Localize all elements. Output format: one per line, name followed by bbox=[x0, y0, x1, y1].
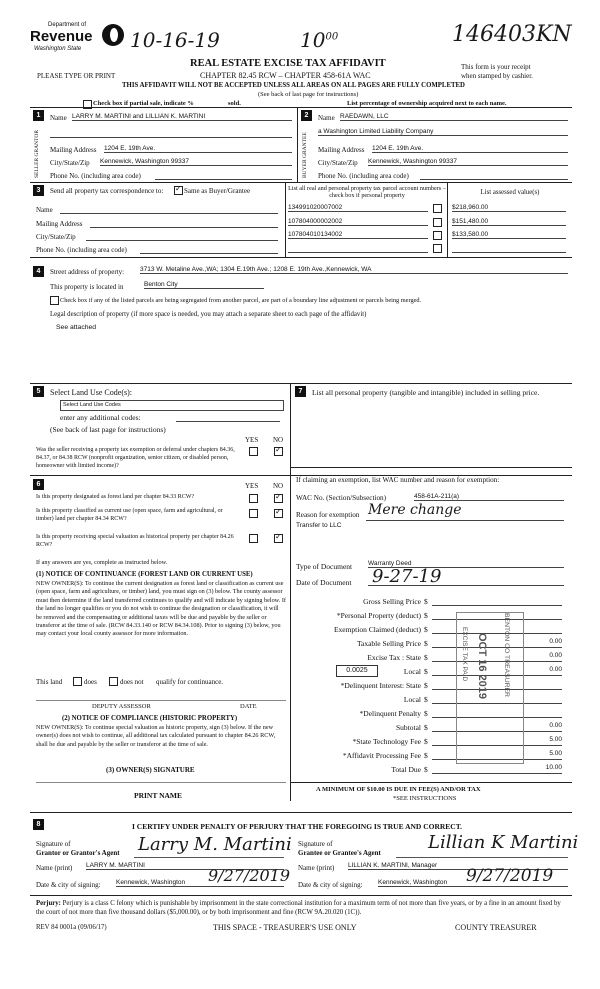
buyer-city-label: City/State/Zip bbox=[318, 159, 358, 167]
legal-description[interactable]: See attached bbox=[56, 324, 97, 331]
tax-row-label: *Affidavit Processing Fee bbox=[342, 751, 421, 760]
assessed-header: List assessed value(s) bbox=[480, 189, 540, 196]
reason-text: Transfer to LLC bbox=[296, 522, 342, 529]
personal-property-checkbox[interactable] bbox=[433, 204, 442, 213]
personal-property-checkbox[interactable] bbox=[433, 218, 442, 227]
stamp-paid: EXCISE TAX PAID bbox=[461, 627, 468, 682]
buyer-name-label: Name bbox=[318, 114, 335, 122]
parcel-number[interactable]: 134991020007002 bbox=[288, 204, 428, 212]
grantor-name-field[interactable]: LARRY M. MARTINI bbox=[86, 862, 284, 870]
tax-row-label: *State Technology Fee bbox=[352, 737, 421, 746]
tax-row-label: Local bbox=[403, 667, 421, 676]
receipt-note-2: when stamped by cashier. bbox=[461, 72, 533, 80]
notice-1-title: (1) NOTICE OF CONTINUANCE (FOREST LAND OR CURRENT USE) bbox=[36, 571, 253, 578]
grantor-city-field[interactable]: Kennewick, Washington bbox=[116, 879, 284, 887]
s3-mailing-label: Mailing Address bbox=[36, 220, 83, 228]
legal-label: Legal description of property (if more space is needed, you may attach a separate sheet to each page of the affidavit) bbox=[50, 311, 367, 318]
parcel-number[interactable]: 107804010134002 bbox=[288, 231, 428, 239]
tax-row-label: Taxable Selling Price bbox=[356, 639, 421, 648]
buyer-name-field[interactable]: RAEDAWN, LLC bbox=[340, 113, 568, 121]
this-land-label: This land bbox=[36, 678, 63, 686]
tax-row-label: Excise Tax : State bbox=[367, 653, 421, 662]
buyer-side-label: BUYER GRANTEE bbox=[302, 132, 308, 178]
deputy-assessor-label: DEPUTY ASSESSOR bbox=[92, 703, 151, 710]
if-any-yes: If any answers are yes, complete as instructed below. bbox=[36, 559, 168, 566]
historic-yes-checkbox[interactable] bbox=[249, 534, 258, 543]
tax-row-label: Exemption Claimed (deduct) bbox=[333, 625, 421, 634]
seller-side-label: SELLER GRANTOR bbox=[34, 129, 40, 178]
tax-row-value[interactable]: 5.00 bbox=[432, 750, 562, 760]
personal-property-checkbox[interactable] bbox=[433, 244, 442, 253]
tax-row: Taxable Selling Price $ 0.00 bbox=[296, 638, 566, 651]
notice-2-text: NEW OWNER(S): To continue special valuation as historic property, sign (3) below. If the new owner(s) does not wish to continue, all additional tax calculated pursuant to chapter 84.26 RCW, shall be due and payable by the seller or transferor at the time of sale. bbox=[36, 724, 276, 748]
section-6-number: 6 bbox=[33, 479, 44, 490]
tax-row-label: *Personal Property (deduct) bbox=[336, 611, 421, 620]
assessed-value[interactable]: $218,960.00 bbox=[452, 204, 566, 212]
parcels-header: List all real and personal property tax parcel account numbers – check box if personal property bbox=[288, 185, 446, 199]
qualify-label: qualify for continuance. bbox=[156, 678, 224, 686]
grantor-date-city-label: Date & city of signing: bbox=[36, 881, 101, 889]
sold-label: sold. bbox=[228, 100, 241, 107]
exemption-yes-checkbox[interactable] bbox=[249, 447, 258, 456]
section-2-number: 2 bbox=[301, 110, 312, 121]
does-not-checkbox[interactable] bbox=[109, 677, 118, 686]
same-as-buyer-checkbox[interactable] bbox=[174, 186, 183, 195]
personal-property-label: List all personal property (tangible and intangible) included in selling price. bbox=[312, 388, 540, 397]
tax-row: 0.0025 Local $ 0.00 bbox=[296, 666, 566, 679]
personal-property-checkbox[interactable] bbox=[433, 231, 442, 240]
tax-row: Total Due $ 10.00 bbox=[296, 764, 566, 777]
tax-row: *State Technology Fee $ 5.00 bbox=[296, 736, 566, 749]
s3-phone-field[interactable] bbox=[140, 245, 278, 254]
print-name-label: PRINT NAME bbox=[134, 791, 182, 800]
reason-label: Reason for exemption bbox=[296, 511, 360, 519]
exemption-question: Was the seller receiving a property tax exemption or deferral under chapters 84.36, 84.37, or 84.38 RCW (nonprofit organization, senior citizen, or disabled person, homeowner with limited income)? bbox=[36, 447, 235, 469]
s3-phone-label: Phone No. (including area code) bbox=[36, 246, 127, 254]
doc-date-label: Date of Document bbox=[296, 578, 352, 587]
notice-1-b: you must sign on (3) below. The county assessor must then determine if the land transferred continues to qualify and will indicate by signing below. If the land no longer qualifies or you do not wish to continue the designation or classification, it will be removed and the compensating or additional taxes will be due and payable by the seller or transferor at the time of sale. (RCW 84.33.140 or RCW 84.34.108). Prior to signing (3) below, you may contact your local county assessor for more information. bbox=[36, 588, 286, 638]
tax-row-value[interactable]: 0.00 bbox=[432, 652, 562, 662]
section-1-number: 1 bbox=[33, 110, 44, 121]
buyer-mailing-field[interactable]: 1204 E. 19th Ave. bbox=[372, 145, 568, 153]
street-field[interactable]: 3713 W. Metaline Ave.,WA; 1304 E.19th Ave.; 1208 E. 19th Ave.,Kennewick, WA bbox=[140, 266, 568, 274]
tax-row: *Affidavit Processing Fee $ 5.00 bbox=[296, 750, 566, 763]
s3-city-label: City/State/Zip bbox=[36, 233, 76, 241]
tax-row-label: Gross Selling Price bbox=[363, 597, 421, 606]
s6-yes: YES bbox=[245, 482, 259, 490]
tax-table bbox=[296, 596, 566, 776]
grantee-city-field[interactable]: Kennewick, Washington bbox=[378, 879, 568, 887]
exemption-claim-label: If claiming an exemption, list WAC number and reason for exemption: bbox=[296, 476, 500, 484]
handwritten-number: 146403KN bbox=[452, 22, 572, 47]
buyer-city-field[interactable]: Kennewick, Washington 99337 bbox=[368, 158, 568, 166]
s5-no: NO bbox=[273, 436, 284, 444]
tax-row: *Delinquent Penalty $ bbox=[296, 708, 566, 721]
notice-1-a: NEW OWNER(S): To continue the current designation as forest land or classification as current use (open space, farm and agriculture, or timber) land, bbox=[36, 580, 284, 596]
reason-handwritten: Mere change bbox=[368, 502, 462, 518]
historic-no-checkbox[interactable] bbox=[274, 534, 283, 543]
segregated-checkbox[interactable] bbox=[50, 296, 59, 305]
land-use-label: Select Land Use Code(s): bbox=[50, 388, 132, 397]
buyer-name-field-2[interactable]: a Washington Limited Liability Company bbox=[318, 128, 568, 136]
section-8-number: 8 bbox=[33, 819, 44, 830]
tax-row-label: *Delinquent Interest: State bbox=[340, 681, 421, 690]
section-5-number: 5 bbox=[33, 386, 44, 397]
tax-row: Local $ bbox=[296, 694, 566, 707]
tax-row-value[interactable]: 10.00 bbox=[432, 764, 562, 774]
seller-name-label: Name bbox=[50, 114, 67, 122]
tax-row-label: Subtotal bbox=[395, 723, 421, 732]
additional-codes-field[interactable] bbox=[176, 412, 280, 422]
wac-field[interactable]: 458-61A-211(a) bbox=[414, 493, 564, 501]
logo-state: Washington State bbox=[34, 46, 82, 52]
form-chapter: CHAPTER 82.45 RCW – CHAPTER 458-61A WAC bbox=[200, 71, 371, 80]
section-7-number: 7 bbox=[295, 386, 306, 397]
form-title: REAL ESTATE EXCISE TAX AFFIDAVIT bbox=[190, 58, 386, 69]
stamp-date: OCT 16 2019 bbox=[476, 633, 488, 700]
does-checkbox[interactable] bbox=[73, 677, 82, 686]
perjury-notice bbox=[36, 899, 570, 917]
buyer-phone-field[interactable] bbox=[420, 171, 568, 180]
grantee-sig-label-a: Signature of bbox=[298, 840, 333, 848]
notice-1-text bbox=[36, 580, 286, 639]
tax-row-value[interactable] bbox=[432, 596, 562, 606]
tax-row-value[interactable]: 0.00 bbox=[432, 666, 562, 676]
parcel-number[interactable]: 107804000002002 bbox=[288, 218, 428, 226]
certify-statement: I CERTIFY UNDER PENALTY OF PERJURY THAT THE FOREGOING IS TRUE AND CORRECT. bbox=[132, 822, 463, 831]
grantee-sig-label-c: Grantee or Grantee's Agent bbox=[298, 849, 381, 857]
seller-city-field[interactable]: Kennewick, Washington 99337 bbox=[100, 158, 292, 166]
perjury-text: Perjury is a class C felony which is punishable by imprisonment in the state correctional institution for a maximum term of not more than five years, or by a fine in an amount fixed by the court of not more than five thousand dollars ($5,000.00), or by both imprisonment and fine (RCW 9A.20.020 (1C)). bbox=[36, 900, 561, 916]
tax-row-value[interactable]: 0.00 bbox=[432, 638, 562, 648]
assessed-value[interactable]: $151,480.00 bbox=[452, 218, 566, 226]
ownership-note: List percentage of ownership acquired next to each name. bbox=[347, 100, 507, 107]
treasurer-stamp bbox=[456, 612, 524, 764]
grantee-date-city-label: Date & city of signing: bbox=[298, 881, 363, 889]
perjury-label: Perjury: bbox=[36, 900, 61, 907]
forest-land-question: Is this property designated as forest land per chapter 84.33 RCW? bbox=[36, 494, 195, 500]
same-as-buyer-label: Same as Buyer/Grantee bbox=[184, 187, 251, 195]
s6-no: NO bbox=[273, 482, 284, 490]
tax-row: *Delinquent Interest: State $ bbox=[296, 680, 566, 693]
grantor-sig-label-a: Signature of bbox=[36, 840, 71, 848]
tax-row-value[interactable]: 5.00 bbox=[432, 736, 562, 746]
logo-dept: Department of bbox=[48, 22, 87, 28]
seller-phone-label: Phone No. (including area code) bbox=[50, 172, 141, 180]
local-rate-box[interactable]: 0.0025 bbox=[336, 665, 378, 677]
buyer-phone-label: Phone No. (including area code) bbox=[318, 172, 409, 180]
street-label: Street address of property: bbox=[50, 268, 125, 276]
grantor-signature[interactable]: Larry M. Martini bbox=[138, 834, 292, 855]
handwritten-date: 10-16-19 bbox=[130, 28, 220, 52]
grantee-signature[interactable]: Lillian K Martini bbox=[428, 832, 579, 853]
minimum-due-note: A MINIMUM OF $10.00 IS DUE IN FEE(S) AND/OR TAX bbox=[316, 786, 481, 793]
please-type: PLEASE TYPE OR PRINT bbox=[37, 72, 116, 80]
partial-sale-label: Check box if partial sale, indicate % bbox=[93, 100, 194, 107]
grantee-date-handwritten: 9/27/2019 bbox=[466, 866, 554, 886]
deputy-date-label: DATE bbox=[240, 703, 257, 710]
exemption-no-checkbox[interactable] bbox=[274, 447, 283, 456]
handwritten-amount bbox=[300, 28, 338, 52]
tax-row-value[interactable]: 0.00 bbox=[432, 722, 562, 732]
assessed-value[interactable] bbox=[452, 244, 566, 253]
current-use-question: Is this property classified as current use (open space, farm and agricultural, or timber) land per chapter 84.34 RCW? bbox=[36, 508, 223, 522]
tax-row: Subtotal $ 0.00 bbox=[296, 722, 566, 735]
s3-name-field[interactable] bbox=[60, 205, 278, 214]
logo-name: Revenue bbox=[30, 28, 93, 45]
wac-label: WAC No. (Section/Subsection) bbox=[296, 494, 387, 502]
tax-row: Gross Selling Price $ bbox=[296, 596, 566, 609]
hand-amount-sup: 00 bbox=[325, 31, 339, 43]
buyer-mailing-label: Mailing Address bbox=[318, 146, 365, 154]
seller-name-field[interactable]: LARRY M. MARTINI and LILLIAN K. MARTINI bbox=[72, 113, 292, 121]
stamp-county: BENTON CO TREASURER bbox=[503, 613, 510, 697]
segregated-label: Check box if any of the listed parcels are being segregated from another parcel, are part of a boundary line adjustment or parcels being merged. bbox=[60, 297, 422, 304]
form-revision: REV 84 0001a (09/06/17) bbox=[36, 924, 107, 931]
current-use-yes-checkbox[interactable] bbox=[249, 509, 258, 518]
s3-city-field[interactable] bbox=[86, 232, 278, 241]
land-use-dropdown[interactable]: Select Land Use Codes bbox=[60, 400, 284, 411]
form-warning: THIS AFFIDAVIT WILL NOT BE ACCEPTED UNLESS ALL AREAS ON ALL PAGES ARE FULLY COMPLETED bbox=[122, 82, 465, 89]
hand-amount-main: 10 bbox=[300, 28, 326, 52]
section-4-number: 4 bbox=[33, 266, 44, 277]
treasurer-use-only: THIS SPACE - TREASURER'S USE ONLY bbox=[213, 923, 357, 932]
located-field[interactable]: Benton City bbox=[144, 281, 264, 289]
s5-yes: YES bbox=[245, 436, 259, 444]
tax-row: *Personal Property (deduct) $ bbox=[296, 610, 566, 623]
send-correspondence-label: Send all property tax correspondence to: bbox=[50, 187, 164, 195]
see-back: (See back of last page for instructions) bbox=[258, 91, 359, 98]
grantor-sig-label-b: Grantor or Grantor's Agent bbox=[36, 849, 120, 857]
parcel-number[interactable] bbox=[288, 244, 428, 253]
grantor-name-label: Name (print) bbox=[36, 864, 73, 872]
doc-date-handwritten: 9-27-19 bbox=[372, 566, 442, 587]
reason-field[interactable] bbox=[366, 519, 564, 521]
owner-signature-label: (3) OWNER(S) SIGNATURE bbox=[106, 766, 195, 774]
s3-name-label: Name bbox=[36, 206, 53, 214]
additional-codes-label: enter any additional codes: bbox=[60, 413, 141, 422]
seller-phone-field[interactable] bbox=[155, 171, 292, 180]
seller-mailing-label: Mailing Address bbox=[50, 146, 97, 154]
s5-see-back: (See back of last page for instructions) bbox=[50, 425, 166, 434]
doc-type-label: Type of Document bbox=[296, 562, 353, 571]
forest-yes-checkbox[interactable] bbox=[249, 494, 258, 503]
located-label: This property is located in bbox=[50, 283, 124, 291]
tax-row: Exemption Claimed (deduct) $ bbox=[296, 624, 566, 637]
receipt-note-1: This form is your receipt bbox=[461, 63, 531, 71]
grantee-name-field[interactable]: LILLIAN K. MARTINI, Manager bbox=[348, 862, 568, 870]
assessed-value[interactable]: $133,580.00 bbox=[452, 231, 566, 239]
notice-2-title: (2) NOTICE OF COMPLIANCE (HISTORIC PROPERTY) bbox=[62, 715, 238, 722]
seller-city-label: City/State/Zip bbox=[50, 159, 90, 167]
does-not-label: does not bbox=[120, 678, 144, 686]
tax-row-label: Local bbox=[403, 695, 421, 704]
historic-question: Is this property receiving special valuation as historical property per chapter 84.26 RCW? bbox=[36, 534, 234, 548]
tax-row-label: *Delinquent Penalty bbox=[359, 709, 421, 718]
section-3-number: 3 bbox=[33, 185, 44, 196]
revenue-logo bbox=[30, 22, 128, 62]
seller-name-field-2[interactable] bbox=[50, 128, 292, 138]
see-instructions: *SEE INSTRUCTIONS bbox=[393, 795, 457, 802]
county-treasurer: COUNTY TREASURER bbox=[455, 923, 537, 932]
seller-mailing-field[interactable]: 1204 E. 19th Ave. bbox=[104, 145, 292, 153]
forest-no-checkbox[interactable] bbox=[274, 494, 283, 503]
tax-row: Excise Tax : State $ 0.00 bbox=[296, 652, 566, 665]
does-label: does bbox=[84, 678, 97, 686]
current-use-no-checkbox[interactable] bbox=[274, 509, 283, 518]
doc-type-field[interactable]: Warranty Deed bbox=[368, 560, 564, 568]
grantor-date-handwritten: 9/27/2019 bbox=[208, 866, 291, 885]
s3-mailing-field[interactable] bbox=[90, 219, 278, 228]
grantee-name-label: Name (print) bbox=[298, 864, 335, 872]
tax-row-label: Total Due bbox=[391, 765, 421, 774]
